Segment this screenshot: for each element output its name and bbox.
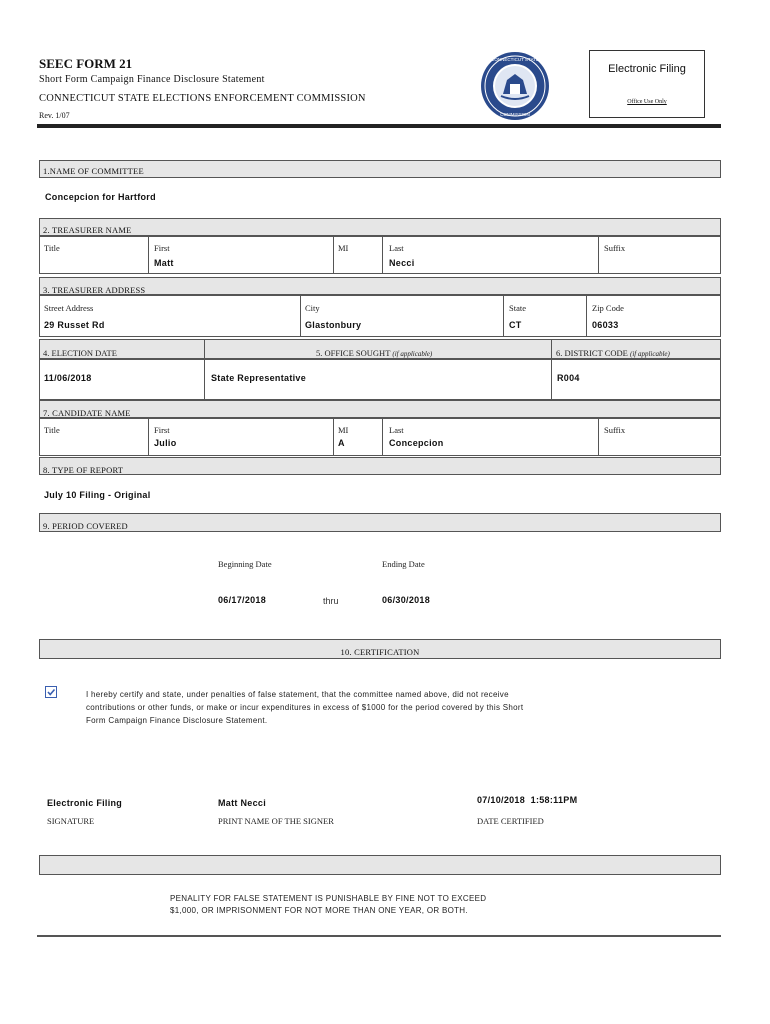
divider	[503, 295, 504, 337]
signature-value[interactable]: Electronic Filing	[47, 798, 123, 808]
candidate-suffix-label: Suffix	[604, 425, 626, 435]
candidate-last[interactable]: Concepcion	[389, 438, 444, 448]
blank-bar	[39, 855, 721, 875]
divider	[382, 236, 383, 274]
treasurer-first-label: First	[154, 243, 170, 253]
candidate-mi[interactable]: A	[338, 438, 345, 448]
end-date-label: Ending Date	[382, 559, 425, 569]
district-code[interactable]: R004	[557, 373, 580, 383]
state-value[interactable]: CT	[509, 320, 522, 330]
signer-name-label: PRINT NAME OF THE SIGNER	[218, 816, 334, 826]
election-date-label: 4. ELECTION DATE	[43, 348, 117, 358]
period-header: 9. PERIOD COVERED	[39, 513, 721, 532]
treasurer-row	[39, 236, 721, 274]
state-label: State	[509, 303, 526, 313]
office-sought-title: 5. OFFICE SOUGHT	[316, 348, 391, 358]
office-sought-label	[316, 348, 432, 358]
candidate-title-label: Title	[44, 425, 60, 435]
candidate-header: 7. CANDIDATE NAME	[39, 400, 721, 418]
date-certified[interactable]: 07/10/2018 1:58:11PM	[477, 795, 578, 805]
treasurer-header: 2. TREASURER NAME	[39, 218, 721, 236]
zip-value[interactable]: 06033	[592, 320, 619, 330]
divider	[551, 339, 552, 400]
begin-date[interactable]: 06/17/2018	[218, 595, 267, 605]
treasurer-title-label: Title	[44, 243, 60, 253]
district-code-note: (if applicable)	[630, 350, 670, 358]
district-code-title: 6. DISTRICT CODE	[556, 348, 628, 358]
treasurer-last[interactable]: Necci	[389, 258, 415, 268]
report-header: 8. TYPE OF REPORT	[39, 457, 721, 475]
address-row	[39, 295, 721, 337]
divider	[598, 418, 599, 456]
street-label: Street Address	[44, 303, 94, 313]
end-date[interactable]: 06/30/2018	[382, 595, 431, 605]
treasurer-last-label: Last	[389, 243, 404, 253]
candidate-last-label: Last	[389, 425, 404, 435]
divider	[333, 236, 334, 274]
divider	[333, 418, 334, 456]
form-subtitle: Short Form Campaign Finance Disclosure Statement	[39, 74, 265, 85]
city-label: City	[305, 303, 320, 313]
office-use-label: Office Use Only	[627, 99, 667, 105]
report-type[interactable]: July 10 Filing - Original	[44, 490, 151, 500]
committee-name[interactable]: Concepcion for Hartford	[45, 192, 156, 202]
divider	[204, 339, 205, 400]
svg-text:CONNECTICUT STATE: CONNECTICUT STATE	[491, 57, 539, 62]
footer-rule	[37, 935, 721, 937]
certification-checkbox[interactable]	[45, 686, 57, 698]
revision: Rev. 1/07	[39, 111, 70, 120]
candidate-first[interactable]: Julio	[154, 438, 177, 448]
penalty-line-2: $1,000, OR IMPRISONMENT FOR NOT MORE THAN ONE YEAR, OR BOTH.	[170, 906, 468, 915]
filing-box	[589, 50, 705, 118]
svg-text:COMMISSION: COMMISSION	[500, 112, 530, 117]
treasurer-first[interactable]: Matt	[154, 258, 174, 268]
zip-label: Zip Code	[592, 303, 624, 313]
election-row	[39, 359, 721, 400]
header-rule	[37, 124, 721, 128]
certification-text	[86, 688, 646, 727]
begin-date-label: Beginning Date	[218, 559, 272, 569]
treasurer-suffix-label: Suffix	[604, 243, 626, 253]
signature-label: SIGNATURE	[47, 816, 95, 826]
office-sought-note: (if applicable)	[392, 350, 433, 358]
city-value[interactable]: Glastonbury	[305, 320, 362, 330]
office-sought[interactable]: State Representative	[211, 373, 307, 383]
filing-box-title: Electronic Filing	[608, 63, 686, 75]
certification-line-1: I hereby certify and state, under penalties of false statement, that the committee named above, did not receive	[86, 690, 509, 699]
penalty-notice	[170, 893, 590, 917]
candidate-mi-label: MI	[338, 425, 349, 435]
commission-name: CONNECTICUT STATE ELECTIONS ENFORCEMENT COMMISSION	[39, 93, 366, 104]
address-header: 3. TREASURER ADDRESS	[39, 277, 721, 295]
candidate-row	[39, 418, 721, 456]
divider	[382, 418, 383, 456]
divider	[586, 295, 587, 337]
state-seal	[479, 50, 551, 122]
street-value[interactable]: 29 Russet Rd	[44, 320, 105, 330]
divider	[300, 295, 301, 337]
certification-line-3: Form Campaign Finance Disclosure Statement.	[86, 716, 268, 725]
treasurer-mi-label: MI	[338, 243, 349, 253]
candidate-first-label: First	[154, 425, 170, 435]
divider	[598, 236, 599, 274]
signer-name[interactable]: Matt Necci	[218, 798, 267, 808]
certification-header: 10. CERTIFICATION	[39, 639, 721, 659]
election-date[interactable]: 11/06/2018	[44, 373, 92, 383]
thru-label: thru	[323, 596, 339, 606]
divider	[148, 236, 149, 274]
checkmark-icon	[46, 687, 56, 697]
divider	[148, 418, 149, 456]
committee-header: 1.NAME OF COMMITTEE	[39, 160, 721, 178]
penalty-line-1: PENALITY FOR FALSE STATEMENT IS PUNISHABLE BY FINE NOT TO EXCEED	[170, 894, 487, 903]
form-title: SEEC FORM 21	[39, 56, 133, 71]
date-certified-label: DATE CERTIFIED	[477, 816, 544, 826]
district-code-label	[556, 348, 670, 358]
certification-line-2: contributions or other funds, or make or incur expenditures in excess of $1000 for the period covered by this Short	[86, 703, 524, 712]
